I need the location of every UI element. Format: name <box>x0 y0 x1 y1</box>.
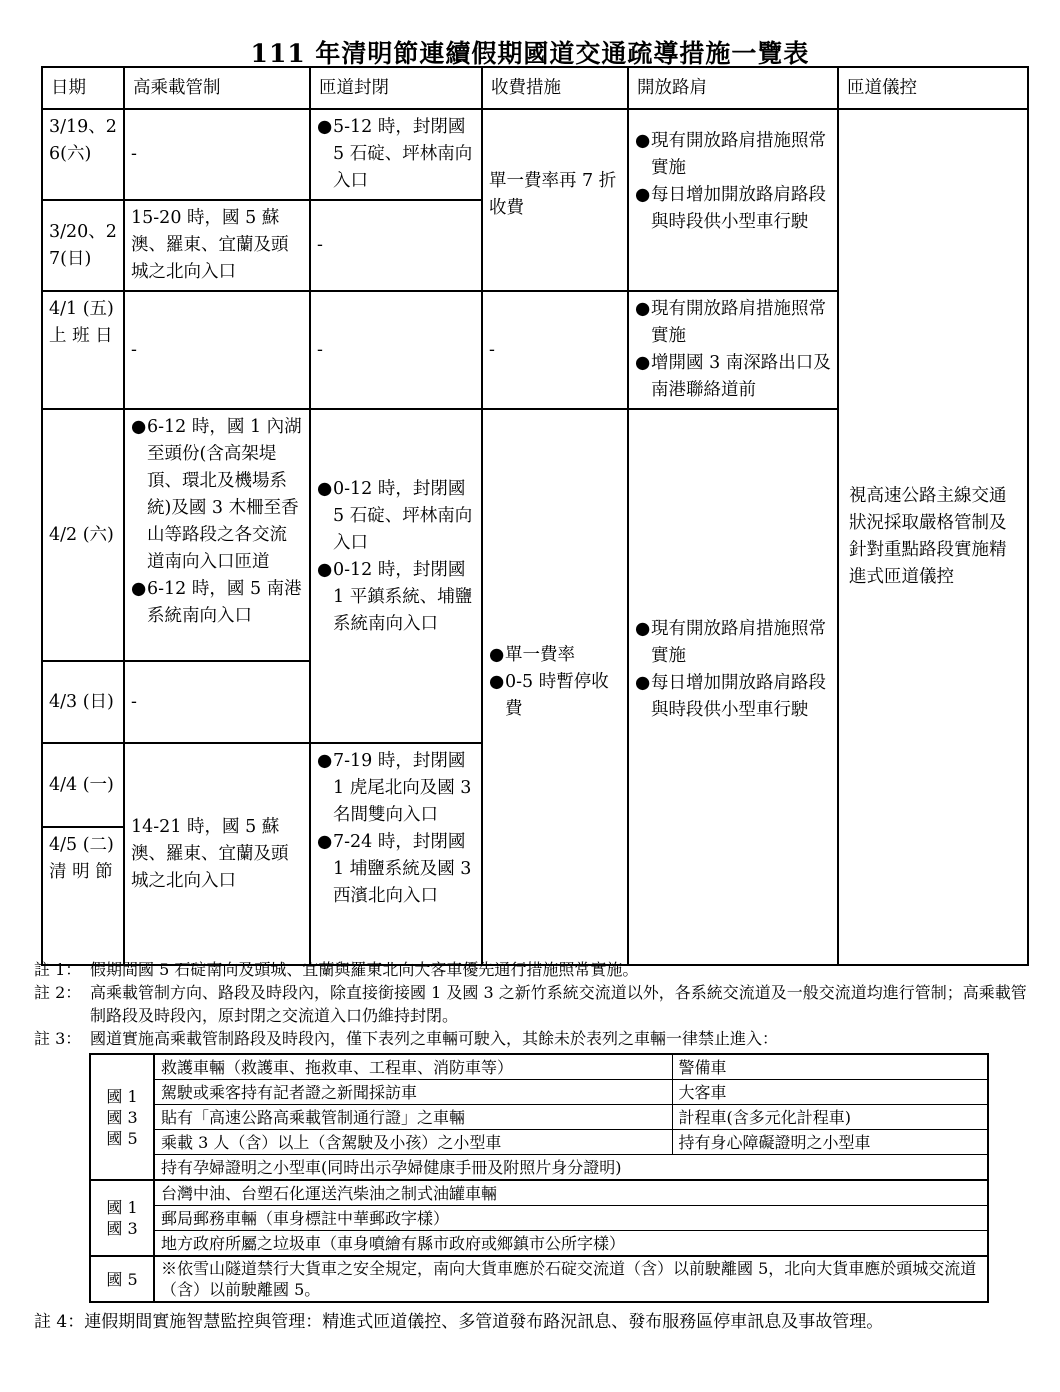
hov-cell: 14-21 時，國 5 蘇澳、羅東、宜蘭及頭城之北向入口 <box>124 743 310 965</box>
hov-cell: - <box>124 291 310 409</box>
table-row <box>90 1105 988 1130</box>
ramp-cell <box>310 743 482 965</box>
ramp-cell <box>310 109 482 200</box>
list-item: ● 現有開放路肩措施照常實施 <box>635 296 831 350</box>
hov-cell: - <box>124 661 310 743</box>
date-cell: 4/3 (日) <box>42 661 124 743</box>
group-label: 國 1 國 3 國 5 <box>90 1054 154 1180</box>
measures-table <box>41 66 1029 966</box>
bullet-icon: ● <box>635 131 651 151</box>
list-item: ● 6-12 時，國 1 內湖至頭份(含高架堤頂、環北及機場系統)及國 3 木柵至香山等路段之各交流道南向入口匝道 <box>131 414 303 576</box>
bullet-icon: ● <box>131 579 147 599</box>
table-cell: ※依雪山隧道禁行大貨車之安全規定，南向大貨車應於石碇交流道（含）以前駛離國 5，北向大貨車應於頭城交流道（含）以前駛離國 5。 <box>154 1256 988 1302</box>
ramp-cell <box>310 409 482 743</box>
header-date: 日期 <box>42 67 124 109</box>
table-row <box>90 1155 988 1181</box>
list-item: ● 單一費率 <box>489 642 621 669</box>
note-3 <box>34 1027 1029 1050</box>
notes-block-2 <box>34 1306 1029 1338</box>
table-cell: 駕駛或乘客持有記者證之新聞採訪車 <box>154 1080 672 1105</box>
table-cell: 計程車(含多元化計程車) <box>672 1105 988 1130</box>
table-cell: 持有孕婦證明之小型車(同時出示孕婦健康手冊及附照片身分證明) <box>154 1155 988 1181</box>
table-row <box>90 1054 988 1080</box>
table-row <box>90 1206 988 1231</box>
bullet-icon: ● <box>317 832 333 852</box>
bullet-icon: ● <box>489 672 505 692</box>
ramp-cell: - <box>310 291 482 409</box>
date-cell: 3/19、26(六) <box>42 109 124 200</box>
list-item: ● 5-12 時，封閉國 5 石碇、坪林南向入口 <box>317 114 475 195</box>
table-row <box>90 1256 988 1302</box>
bullet-icon: ● <box>489 645 505 665</box>
list-item: ● 0-12 時，封閉國 5 石碇、坪林南向入口 <box>317 476 475 557</box>
list-item: ● 現有開放路肩措施照常實施 <box>635 128 831 182</box>
date-cell: 4/1 (五) 上 班 日 <box>42 291 124 409</box>
table-cell: 持有身心障礙證明之小型車 <box>672 1130 988 1155</box>
note-label: 註 3： <box>34 1029 82 1048</box>
list-item: ● 6-12 時，國 5 南港系統南向入口 <box>131 576 303 630</box>
bullet-icon: ● <box>635 619 651 639</box>
toll-cell <box>482 409 628 965</box>
table-row <box>90 1130 988 1155</box>
date-cell: 4/5 (二) 清 明 節 <box>42 827 124 965</box>
header-ramp-closure: 匝道封閉 <box>310 67 482 109</box>
note-text: 連假期間實施智慧監控與管理：精進式匝道儀控、多管道發布路況訊息、發布服務區停車訊息及事故管理。 <box>84 1312 884 1332</box>
notes-block-1 <box>34 958 1029 1050</box>
header-ramp-metering: 匝道儀控 <box>838 67 1028 109</box>
table-cell: 大客車 <box>672 1080 988 1105</box>
shoulder-cell <box>628 291 838 409</box>
bullet-icon: ● <box>635 353 651 373</box>
bullet-icon: ● <box>635 299 651 319</box>
ramp-metering-cell: 視高速公路主線交通狀況採取嚴格管制及針對重點路段實施精進式匝道儀控 <box>838 109 1028 965</box>
bullet-icon: ● <box>317 479 333 499</box>
list-item: ● 7-19 時，封閉國 1 虎尾北向及國 3 名間雙向入口 <box>317 748 475 829</box>
table-cell: 地方政府所屬之垃圾車（車身噴繪有縣市政府或鄉鎮市公所字樣） <box>154 1231 988 1257</box>
hov-cell: 15-20 時，國 5 蘇澳、羅東、宜蘭及頭城之北向入口 <box>124 200 310 291</box>
shoulder-cell <box>628 409 838 965</box>
table-cell: 乘載 3 人（含）以上（含駕駛及小孩）之小型車 <box>154 1130 672 1155</box>
bullet-icon: ● <box>317 751 333 771</box>
note-text: 國道實施高乘載管制路段及時段內，僅下表列之車輛可駛入，其餘未於表列之車輛一律禁止進入： <box>90 1029 779 1048</box>
table-row <box>90 1080 988 1105</box>
table-row <box>90 1231 988 1257</box>
bullet-icon: ● <box>635 185 651 205</box>
list-item: ● 0-5 時暫停收費 <box>489 669 621 723</box>
list-item: ● 現有開放路肩措施照常實施 <box>635 616 831 670</box>
list-item: ● 每日增加開放路肩路段與時段供小型車行駛 <box>635 670 831 724</box>
table-cell: 貼有「高速公路高乘載管制通行證」之車輛 <box>154 1105 672 1130</box>
table-row <box>42 109 1028 200</box>
note-label: 註 1： <box>34 960 82 979</box>
allowed-vehicles-table <box>89 1053 989 1303</box>
bullet-icon: ● <box>317 117 333 137</box>
table-row <box>90 1180 988 1206</box>
header-hov: 高乘載管制 <box>124 67 310 109</box>
note-2 <box>34 981 1029 1027</box>
toll-cell: - <box>482 291 628 409</box>
ramp-cell: - <box>310 200 482 291</box>
date-cell: 4/4 (一) <box>42 743 124 827</box>
table-cell: 救護車輛（救護車、拖救車、工程車、消防車等） <box>154 1054 672 1080</box>
hov-cell: - <box>124 109 310 200</box>
table-cell: 台灣中油、台塑石化運送汽柴油之制式油罐車輛 <box>154 1180 988 1206</box>
shoulder-cell <box>628 109 838 291</box>
table-cell: 警備車 <box>672 1054 988 1080</box>
table-header-row <box>42 67 1028 109</box>
toll-cell: 單一費率再 7 折收費 <box>482 109 628 291</box>
bullet-icon: ● <box>131 417 147 437</box>
table-cell: 郵局郵務車輛（車身標註中華郵政字樣） <box>154 1206 988 1231</box>
note-text: 假期間國 5 石碇南向及頭城、宜蘭與羅東北向大客車優先通行措施照常實施。 <box>90 960 639 979</box>
note-1 <box>34 958 1029 981</box>
list-item: ● 0-12 時，封閉國 1 平鎮系統、埔鹽系統南向入口 <box>317 557 475 638</box>
list-item: ● 每日增加開放路肩路段與時段供小型車行駛 <box>635 182 831 236</box>
page-title: 111 年清明節連續假期國道交通疏導措施一覽表 <box>250 39 810 68</box>
note-label: 註 4： <box>34 1312 85 1332</box>
bullet-icon: ● <box>317 560 333 580</box>
date-cell: 3/20、27(日) <box>42 200 124 291</box>
header-toll: 收費措施 <box>482 67 628 109</box>
list-item: ● 7-24 時，封閉國 1 埔鹽系統及國 3 西濱北向入口 <box>317 829 475 910</box>
group-label: 國 1 國 3 <box>90 1180 154 1256</box>
group-label: 國 5 <box>90 1256 154 1302</box>
note-label: 註 2： <box>34 983 82 1002</box>
hov-cell <box>124 409 310 661</box>
note-text: 高乘載管制方向、路段及時段內，除直接銜接國 1 及國 3 之新竹系統交流道以外，各系統交流道及一般交流道均進行管制；高乘載管制路段及時段內，原封閉之交流道入口仍維持封閉。 <box>90 983 1027 1025</box>
bullet-icon: ● <box>635 673 651 693</box>
note-4 <box>34 1306 1029 1338</box>
header-shoulder: 開放路肩 <box>628 67 838 109</box>
date-cell: 4/2 (六) <box>42 409 124 661</box>
list-item: ● 增開國 3 南深路出口及南港聯絡道前 <box>635 350 831 404</box>
